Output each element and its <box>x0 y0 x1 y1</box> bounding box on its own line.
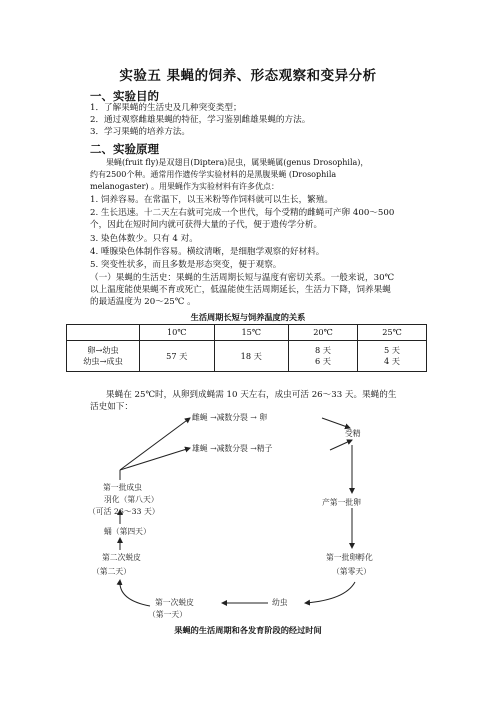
lifecycle-text-2: 以上温度能使果蝇不育或死亡，低温能使生活周期延长，生活力下降，饲养果蝇 <box>90 285 391 295</box>
lifespan-label: （可活 26～33 天） <box>88 507 160 516</box>
advantage-2: 2. 生长迅速。十二天左右就可完成一个世代，每个受精的雌蝇可产卵 400～500 <box>90 208 395 218</box>
cell-25-a: 5 天 <box>383 345 400 355</box>
table-header-25: 25℃ <box>357 325 426 341</box>
hatch-label: 第一批卵孵化 <box>326 553 373 562</box>
female-meiosis: 雌蝇 →减数分裂 → 卵 <box>192 413 268 422</box>
page-title: 实验五 果蝇的饲养、形态观察和变异分析 <box>119 68 377 84</box>
lifecycle-text-1: （一）果蝇的生活史：果蝇的生活周期长短与温度有密切关系。一般来说，30℃ <box>90 273 395 283</box>
lifecycle-text-3: 的最适温度为 20～25℃ 。 <box>90 297 196 307</box>
arrow-to-female <box>120 418 190 470</box>
cell-20-b: 6 天 <box>314 356 331 366</box>
cell-10: 57 天 <box>140 341 215 372</box>
larva-label: 幼虫 <box>272 598 288 607</box>
arrow-to-male <box>120 448 190 470</box>
principle-line-2: 约有2500个种。通常用作遗传学实验材料的是黑腹果蝇 (Drosophila <box>90 170 337 179</box>
label-egg-larva: 卵→幼虫 <box>87 345 119 355</box>
cell-20-a: 8 天 <box>314 345 331 355</box>
second-molt-day: （第二天） <box>92 567 131 576</box>
advantage-2-cont: 个，因此在短时间内就可获得大量的子代，便于遗传学分析。 <box>90 220 323 230</box>
table-header-10: 10℃ <box>140 325 215 341</box>
arrow-sperm-fert <box>330 440 352 450</box>
pupa-label: 蛹（第四天） <box>104 527 151 536</box>
after-table-2: 活史如下： <box>90 402 133 412</box>
eclosion-label: 羽化（第八天） <box>104 495 159 504</box>
advantage-1: 1. 饲养容易。在常温下，以玉米粉等作饲料就可以生长，繁殖。 <box>90 195 333 205</box>
advantage-5: 5. 突变性状多，而且多数是形态突变，便于观察。 <box>90 260 282 270</box>
table-header-15: 15℃ <box>214 325 289 341</box>
table-header-20: 20℃ <box>289 325 358 341</box>
lay-eggs-label: 产第一批卵 <box>322 498 361 507</box>
arrow-egg-fert <box>322 418 350 428</box>
purpose-item-2: 2．通过观察雌雄果蝇的特征，学习鉴别雌雄果蝇的方法。 <box>90 115 311 125</box>
male-meiosis: 雄蝇 →减数分裂 →精子 <box>192 444 273 453</box>
advantage-4: 4. 唾腺染色体制作容易。横纹清晰，是细胞学观察的好材料。 <box>90 247 325 257</box>
purpose-item-1: 1．了解果蝇的生活史及几种突变类型； <box>90 103 242 113</box>
fertilization-label: 受精 <box>345 429 361 438</box>
after-table-1: 果蝇在 25℃时，从卵到成蝇需 10 天左右，成虫可活 26～33 天。果蝇的生 <box>106 390 397 400</box>
hatch-day: （第零天） <box>332 567 371 576</box>
first-molt-day: （第一天） <box>148 610 187 619</box>
label-larva-adult: 幼虫→成虫 <box>83 356 123 366</box>
arrow-hatch-larva <box>305 582 355 603</box>
principle-line-3: melanogaster) 。用果蝇作为实验材料有许多优点： <box>90 182 280 191</box>
diagram-caption: 果蝇的生活周期和各发育阶段的经过时间 <box>174 625 322 635</box>
first-molt-label: 第一次蜕皮 <box>155 598 194 607</box>
first-adult-label: 第一批成虫 <box>103 483 142 492</box>
section-heading-principle: 二、实验原理 <box>90 142 159 156</box>
second-molt-label: 第二次蜕皮 <box>102 553 141 562</box>
arrow-molt1-molt2 <box>120 580 150 606</box>
section-heading-purpose: 一、实验目的 <box>90 89 159 103</box>
advantage-3: 3. 染色体数少。只有 4 对。 <box>90 234 198 244</box>
purpose-item-3: 3．学习果蝇的培养方法。 <box>90 127 190 137</box>
table-caption: 生活周期长短与饲养温度的关系 <box>190 312 306 322</box>
cell-25-b: 4 天 <box>383 356 400 366</box>
principle-line-1: 果蝇(fruit fly)是双翅目(Diptera)昆虫，属果蝇属(genus Drosophila)， <box>106 158 369 167</box>
cell-15: 18 天 <box>214 341 289 372</box>
